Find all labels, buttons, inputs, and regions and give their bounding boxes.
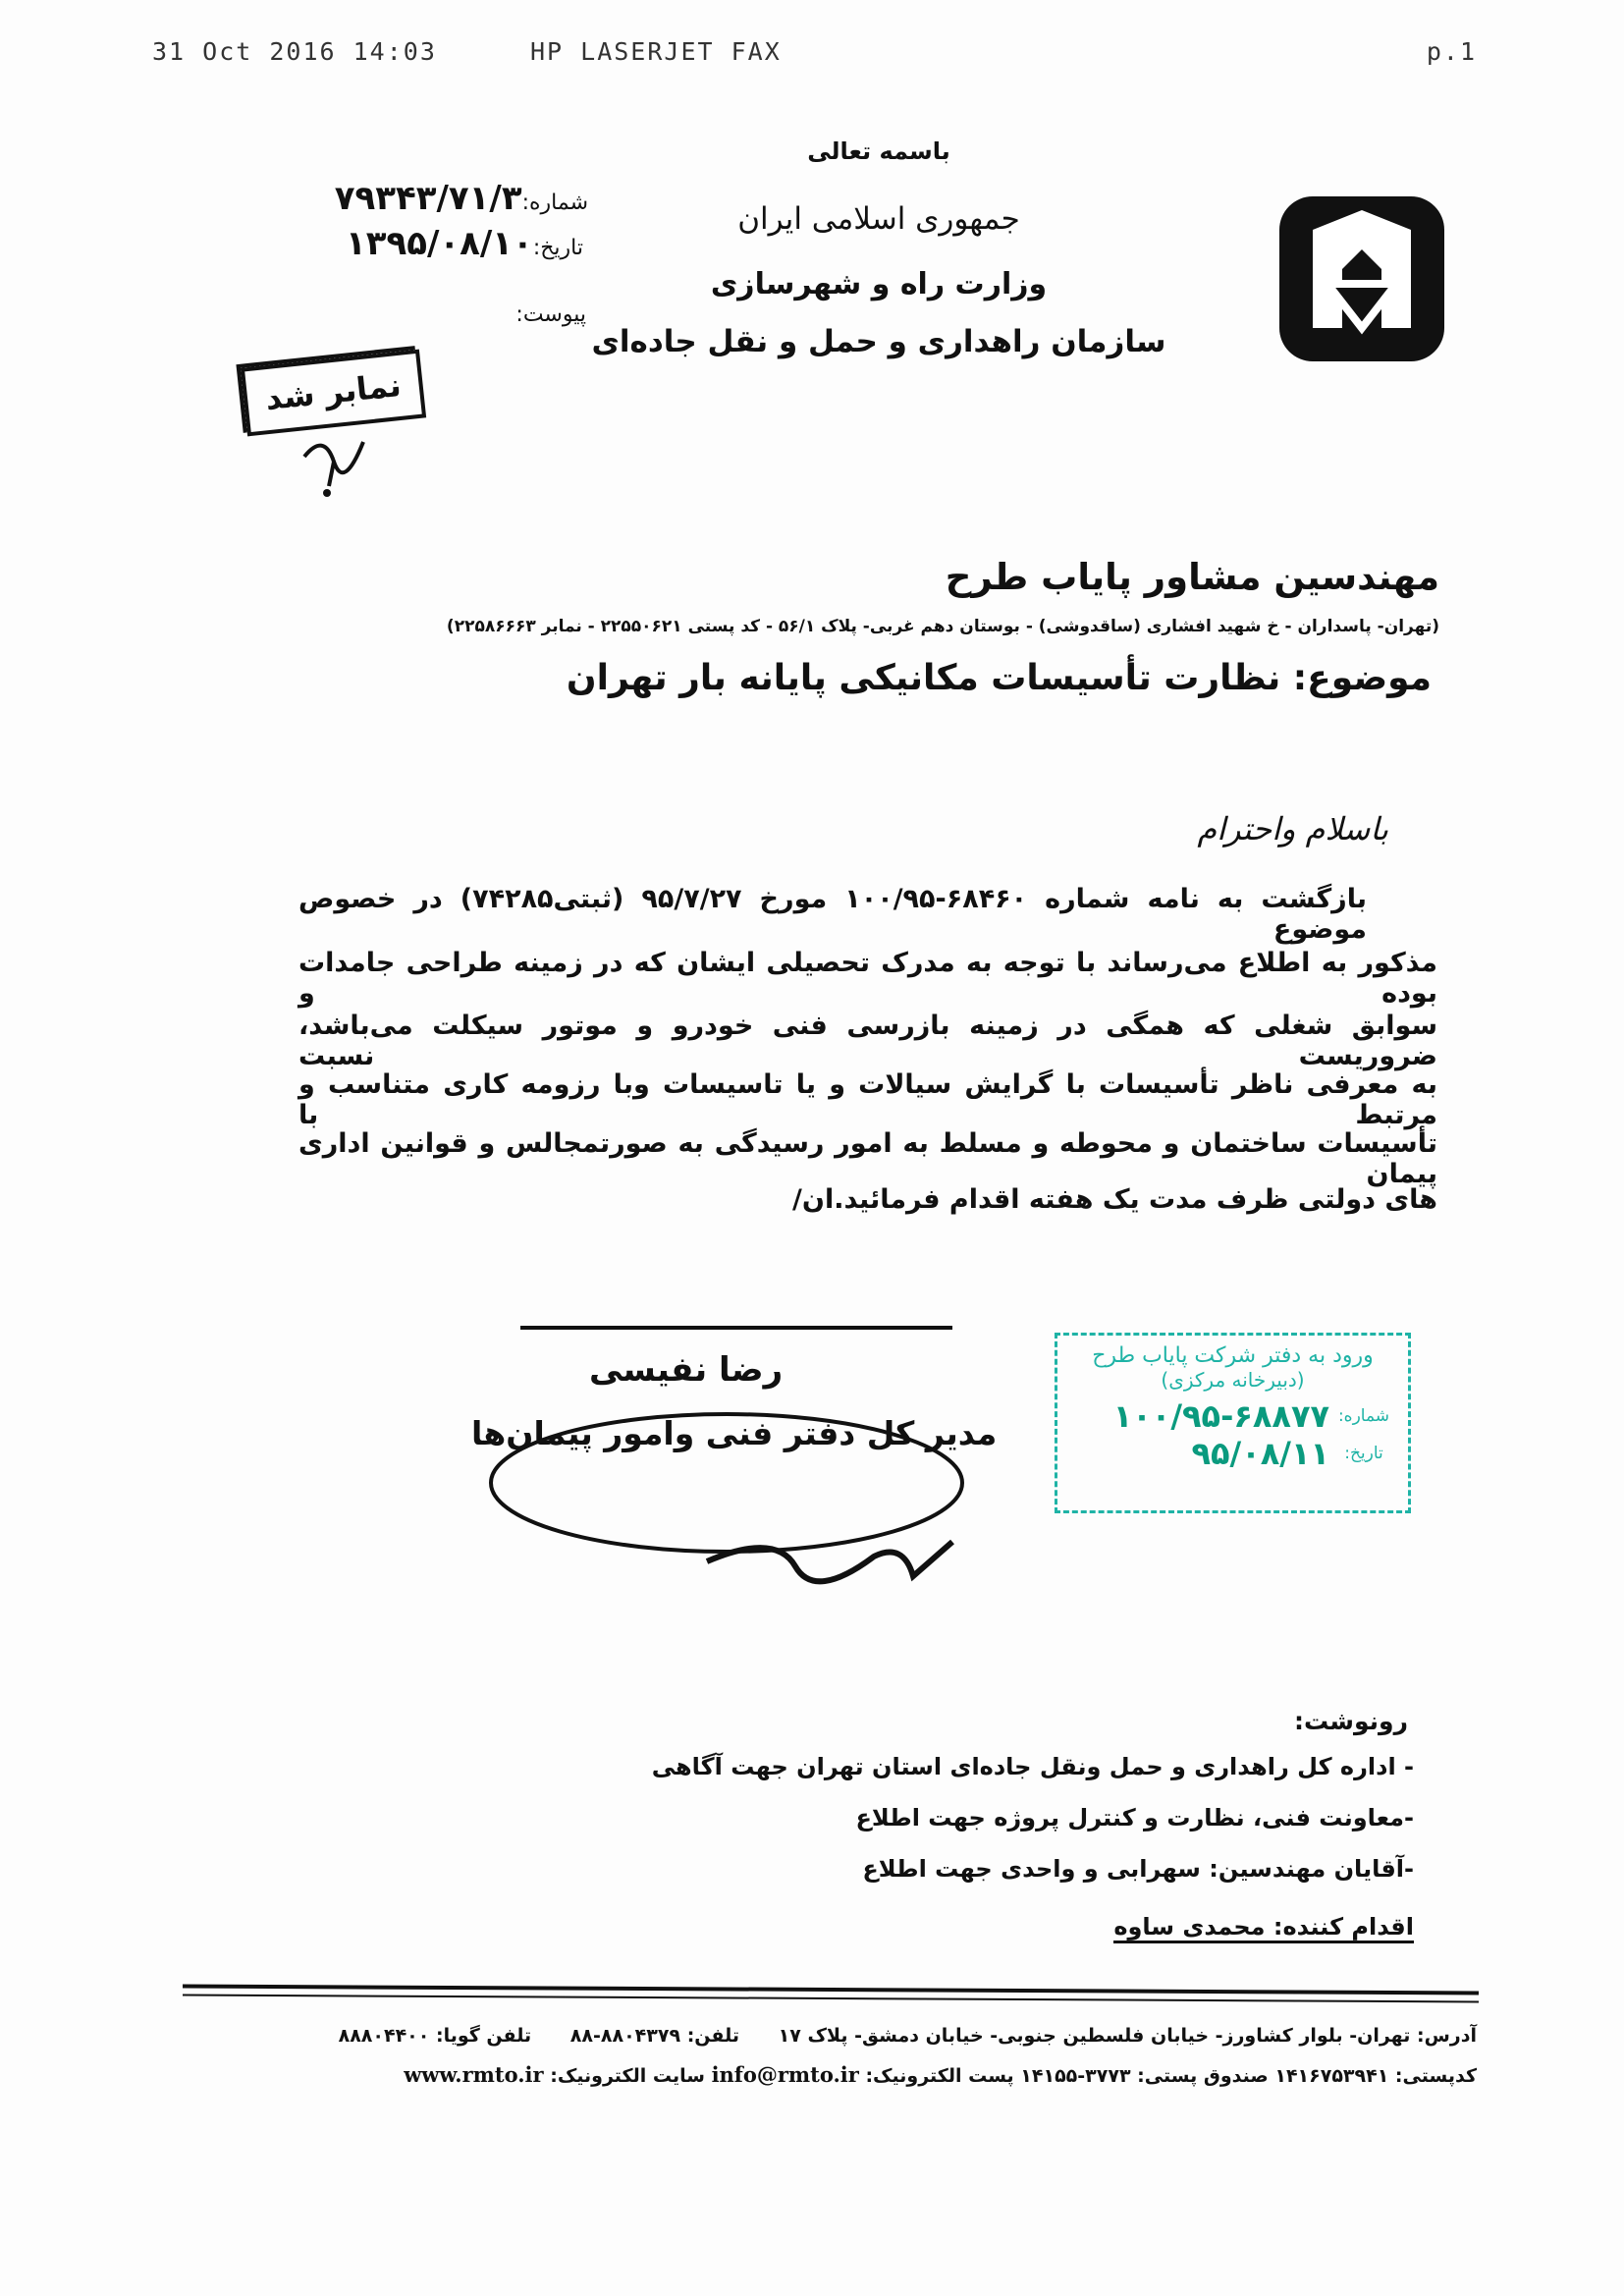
action-by: اقدام کننده: محمدی ساوه: [1113, 1913, 1414, 1943]
cc-item: - اداره کل راهداری و حمل ونقل جاده‌ای استان تهران جهت آگاهی: [651, 1753, 1414, 1780]
footer-divider: [183, 1995, 1479, 2003]
body-line: های دولتی ظرف مدت یک هفته اقدام فرمائید.ان/: [792, 1184, 1437, 1215]
footer-website-label: سایت الکترونیک:: [550, 2065, 705, 2087]
receipt-stamp: [1055, 1333, 1411, 1513]
receipt-number-label: شماره:: [1337, 1406, 1390, 1426]
body-line: بازگشت به نامه شماره ۶۸۴۶۰-۱۰۰/۹۵ مورخ ۹۵/۷/۲۷ (ثبتی۷۴۲۸۵) در خصوص موضوع: [298, 884, 1367, 945]
receipt-date: ۹۵/۰۸/۱۱: [1191, 1435, 1329, 1472]
ministry-name: وزارت راه و شهرسازی: [710, 267, 1048, 301]
organization-name: سازمان راهداری و حمل و نقل جاده‌ای: [591, 324, 1166, 359]
number-label: شماره:: [521, 191, 588, 215]
signatory-title: مدیر کل دفتر فنی وامور پیمان‌ها: [471, 1414, 998, 1452]
date-label: تاریخ:: [532, 236, 583, 260]
signature-scribble: [481, 1394, 992, 1611]
body-line: تأسیسات ساختمان و محوطه و مسلط به امور رسیدگی به صورتمجالس و قوانین اداری پیمان: [298, 1128, 1437, 1189]
footer-divider: [183, 1985, 1479, 1995]
receipt-stamp-title: ورود به دفتر شرکت پایاب طرح: [1092, 1343, 1374, 1368]
handwritten-initial: [295, 422, 373, 501]
letter-number: [335, 179, 588, 218]
recipient-address: (تهران- پاسداران - خ شهید افشاری (ساقدوشی) - بوستان دهم غربی- پلاک ۵۶/۱ - کد پستی ۲۲۵۵۰۶۲۱ - نمابر ۲۲۵۸۶۶۶۳): [446, 617, 1439, 636]
attachment-label: پیوست:: [515, 302, 586, 327]
cc-item: -آقایان مهندسین: سهرابی و واحدی جهت اطلاع: [862, 1855, 1414, 1883]
fax-device: HP LASERJET FAX: [530, 37, 782, 66]
recipient-name: مهندسین مشاور پایاب طرح: [945, 556, 1439, 598]
body-line: به معرفی ناظر تأسیسات با گرایش سیالات و یا تاسیسات وبا رزومه کاری متناسب و مرتبط با: [298, 1069, 1437, 1130]
invocation: باسمه تعالی: [807, 137, 950, 165]
receipt-stamp-subtitle: (دبیرخانه مرکزی): [1161, 1368, 1305, 1392]
body-line: مذکور به اطلاع می‌رساند با توجه به مدرک تحصیلی ایشان که در زمینه طراحی جامدات بوده و: [298, 948, 1437, 1009]
receipt-date-label: تاریخ:: [1344, 1444, 1383, 1463]
fax-datetime: 31 Oct 2016 14:03: [152, 37, 437, 66]
rmto-logo: [1273, 191, 1450, 367]
number-value: ۷۹۳۴۳/۷۱/۳: [334, 179, 522, 218]
footer-address: آدرس: تهران- بلوار کشاورز- خیابان فلسطین جنوبی- خیابان دمشق- پلاک ۱۷ تلفن: ۸۸۰۴۳۷۹-۸۸ تلفن گویا: ۸۸۸۰۴۴۰۰: [338, 2025, 1477, 2047]
signature-line: [520, 1326, 952, 1330]
letter-date: [346, 224, 583, 263]
salutation: باسلام واحترام: [1197, 810, 1388, 847]
cc-label: رونوشت:: [1293, 1707, 1408, 1735]
fax-page: p.1: [1426, 37, 1477, 66]
date-value: ۱۳۹۵/۰۸/۱۰: [345, 224, 533, 263]
footer-email[interactable]: info@rmto.ir: [711, 2062, 859, 2087]
body-line: سوابق شغلی که همگی در زمینه بازرسی فنی خودرو و موتور سیکلت می‌باشد، ضروریست نسبت: [298, 1011, 1437, 1071]
signatory-name: رضا نفیسی: [589, 1350, 784, 1390]
subject: موضوع: نظارت تأسیسات مکانیکی پایانه بار تهران: [566, 658, 1432, 698]
footer-website[interactable]: www.rmto.ir: [404, 2062, 544, 2087]
footer-contact: [404, 2062, 1477, 2087]
cc-item: -معاونت فنی، نظارت و کنترل پروژه جهت اطلاع: [855, 1804, 1414, 1831]
footer-postal: کدپستی: ۱۴۱۶۷۵۳۹۴۱ صندوق پستی: ۳۷۷۳-۱۴۱۵۵ پست الکترونیک:: [865, 2065, 1477, 2087]
fax-sent-stamp: نمابر شد: [241, 350, 426, 437]
country-name: جمهوری اسلامی ایران: [737, 201, 1020, 237]
receipt-number: ۱۰۰/۹۵-۶۸۸۷۷: [1112, 1397, 1329, 1435]
